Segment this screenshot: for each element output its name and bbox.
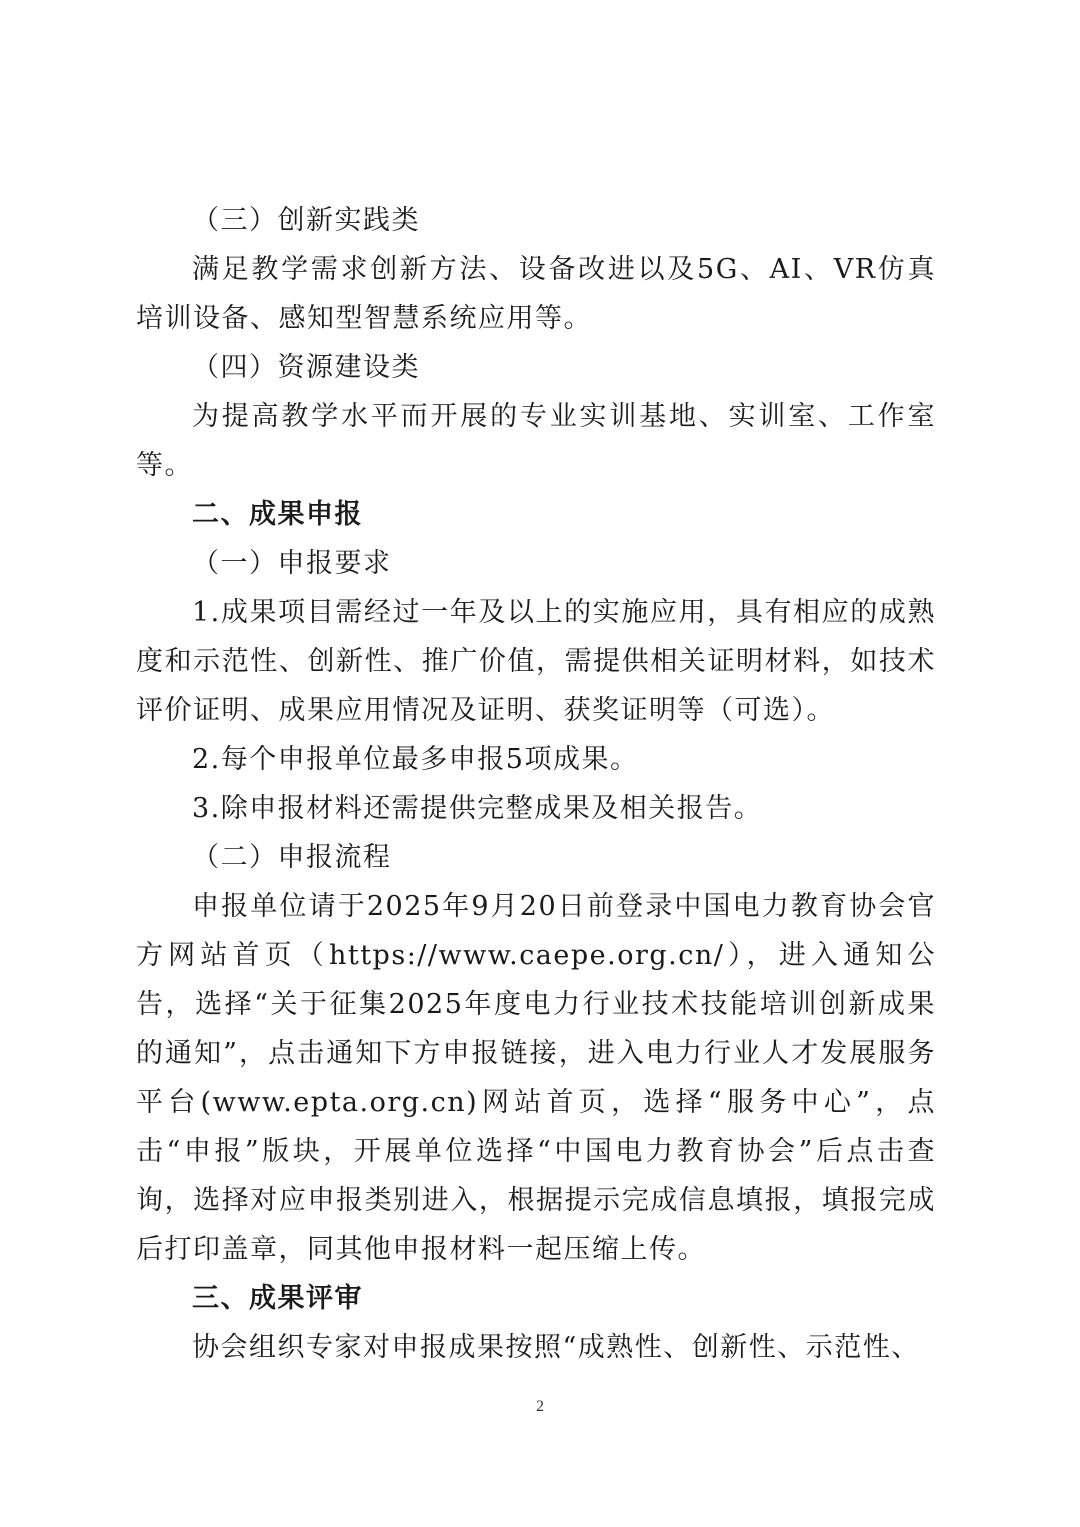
paragraph-application-process: 申报单位请于2025年9月20日前登录中国电力教育协会官方网站首页（https://www.caepe.org.cn/），进入通知公告，选择“关于征集2025年度电力行业技术技能培训创新成果的通知”，点击通知下方申报链接，进入电力行业人才发展服务平台(www.epta.org.cn)网站首页，选择“服务中心”，点击“申报”版块，开展单位选择“中国电力教育协会”后点击查询，选择对应申报类别进入，根据提示完成信息填报，填报完成后打印盖章，同其他申报材料一起压缩上传。 (136, 891, 936, 1265)
requirement-item-3: 3.除申报材料还需提供完整成果及相关报告。 (192, 793, 763, 824)
page-number: 2 (536, 1398, 544, 1415)
subheading-innovation-practice: （三）创新实践类 (192, 205, 420, 236)
subheading-application-process: （二）申报流程 (192, 842, 392, 873)
document-body (136, 196, 936, 1372)
paragraph-achievement-review: 协会组织专家对申报成果按照“成熟性、创新性、示范性、 (192, 1332, 920, 1363)
paragraph-innovation-practice: 满足教学需求创新方法、设备改进以及5G、AI、VR仿真培训设备、感知型智慧系统应用等。 (136, 254, 936, 334)
heading-achievement-application: 二、成果申报 (192, 499, 363, 530)
requirement-item-1: 1.成果项目需经过一年及以上的实施应用，具有相应的成熟度和示范性、创新性、推广价值，需提供相关证明材料，如技术评价证明、成果应用情况及证明、获奖证明等（可选）。 (136, 597, 936, 726)
subheading-application-requirements: （一）申报要求 (192, 548, 392, 579)
paragraph-resource-construction: 为提高教学水平而开展的专业实训基地、实训室、工作室等。 (136, 401, 936, 481)
requirement-item-2: 2.每个申报单位最多申报5项成果。 (192, 744, 639, 775)
subheading-resource-construction: （四）资源建设类 (192, 352, 420, 383)
heading-achievement-review: 三、成果评审 (192, 1283, 363, 1314)
